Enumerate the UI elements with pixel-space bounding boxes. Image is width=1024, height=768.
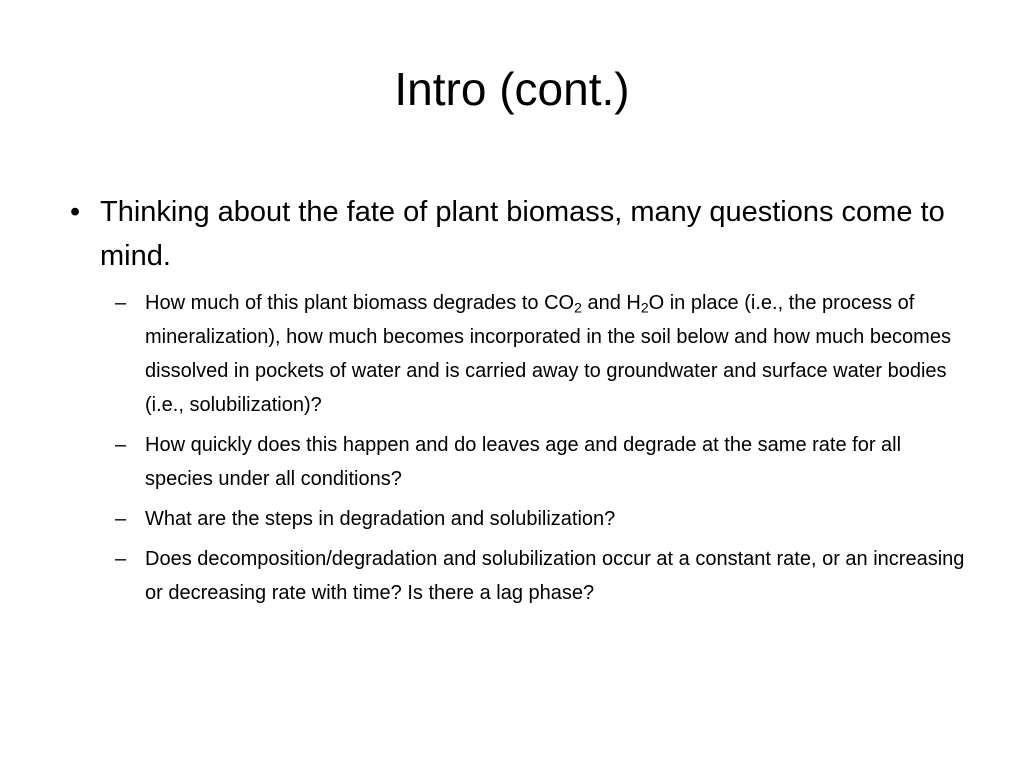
main-bullet-item — [70, 190, 970, 278]
sub-bullet-text-part: How much of this plant biomass degrades to CO — [145, 292, 575, 314]
sub-bullet-text: What are the steps in degradation and solubilization? — [145, 508, 616, 530]
bullet-icon: • — [70, 196, 81, 228]
subscript: 2 — [640, 299, 649, 316]
slide-title: Intro (cont.) — [394, 63, 630, 115]
sub-bullet-text-part: O in place (i.e., the process of mineralization), how much becomes incorporated in the soil below and how much becomes dissolved in pockets of water and is carried away to groundwater and surface water bodies (i.e., solubilization)? — [145, 292, 951, 416]
sub-bullet-item — [115, 286, 970, 422]
subscript: 2 — [574, 299, 582, 316]
sub-bullet-item — [115, 542, 970, 610]
main-bullet-text: Thinking about the fate of plant biomass, many questions come to mind. — [100, 196, 945, 272]
sub-bullet-item — [115, 502, 970, 536]
sub-bullet-list — [70, 286, 970, 610]
sub-bullet-item — [115, 428, 970, 496]
sub-bullet-text: Does decomposition/degradation and solubilization occur at a constant rate, or an increasing or decreasing rate with time? Is there a lag phase? — [145, 548, 965, 604]
sub-bullet-text-part: and H — [581, 292, 641, 314]
dash-icon: – — [115, 548, 127, 570]
sub-bullet-text: How quickly does this happen and do leaves age and degrade at the same rate for all species under all conditions? — [145, 434, 902, 490]
dash-icon: – — [115, 508, 127, 530]
dash-icon: – — [115, 434, 127, 456]
dash-icon: – — [115, 292, 127, 314]
sub-bullet-text — [145, 292, 951, 416]
slide-content — [70, 190, 970, 616]
